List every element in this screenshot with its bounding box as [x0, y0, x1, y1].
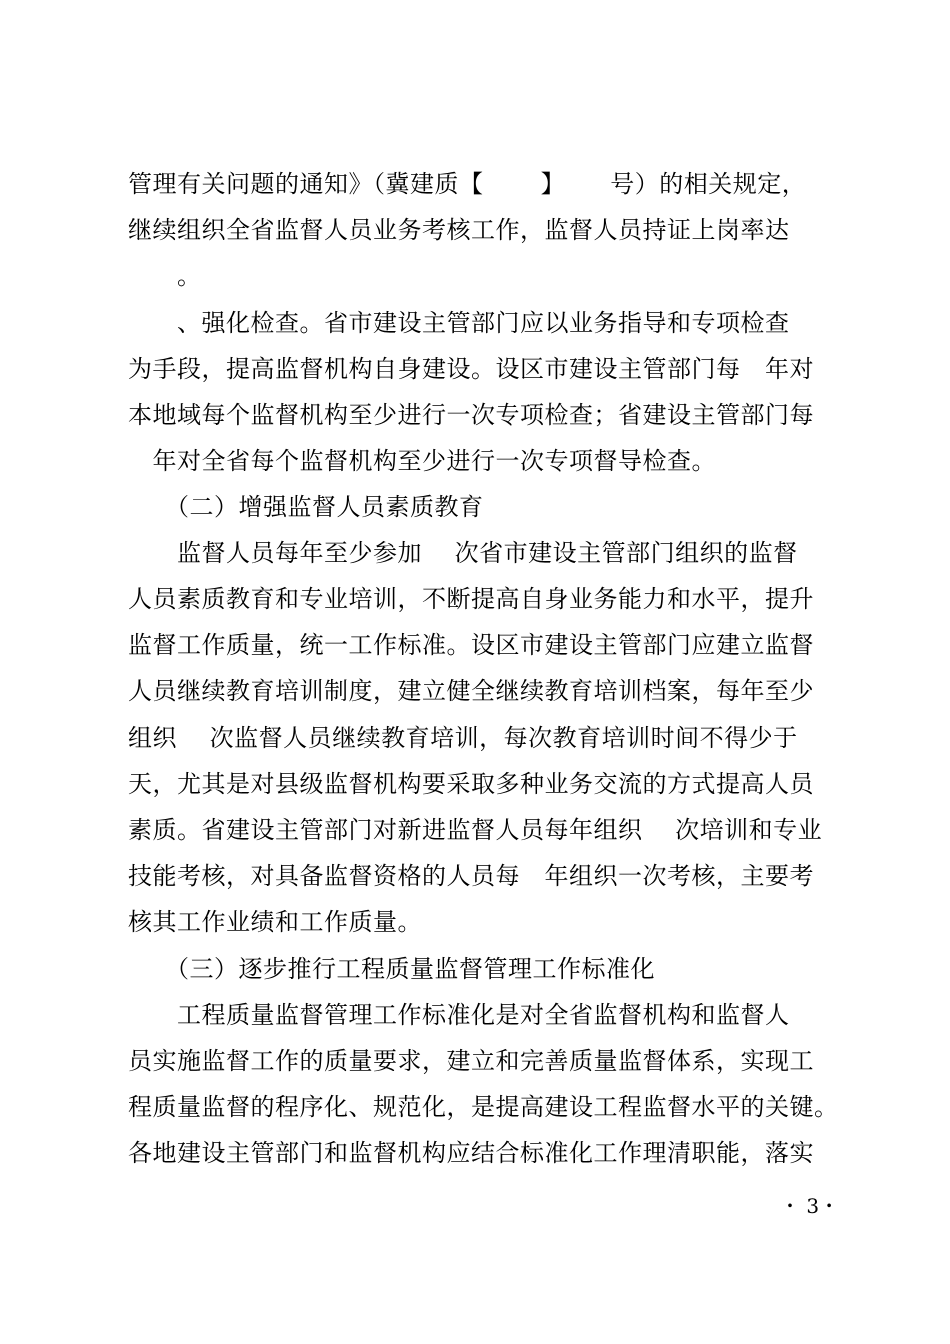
text-line: 素质。省建设主管部门对新进监督人员每年组织 次培训和专业 — [128, 816, 823, 844]
text-line: 、强化检查。省市建设主管部门应以业务指导和专项检查 — [128, 309, 790, 337]
text-line: 人员继续教育培训制度，建立健全继续教育培训档案，每年至少 — [128, 677, 814, 705]
text-line: 监督人员每年至少参加 次省市建设主管部门组织的监督 — [128, 539, 798, 567]
text-line: 组织 次监督人员继续教育培训，每次教育培训时间不得少于 — [128, 724, 798, 752]
section-heading: （三）逐步推行工程质量监督管理工作标准化 — [128, 955, 655, 983]
text-line: 程质量监督的程序化、规范化，是提高建设工程监督水平的关键。 — [128, 1093, 839, 1121]
section-heading: （二）增强监督人员素质教育 — [128, 493, 484, 521]
text-line: 各地建设主管部门和监督机构应结合标准化工作理清职能，落实 — [128, 1139, 814, 1167]
text-line: 天，尤其是对县级监督机构要采取多种业务交流的方式提高人员 — [128, 770, 814, 798]
text-line: 工程质量监督管理工作标准化是对全省监督机构和监督人 — [128, 1001, 790, 1029]
text-line: 技能考核，对具备监督资格的人员每 年组织一次考核，主要考 — [128, 862, 814, 890]
page-number: ・ 3・ — [780, 1194, 840, 1218]
text-line: 人员素质教育和专业培训，不断提高自身业务能力和水平，提升 — [128, 585, 814, 613]
text-line: 继续组织全省监督人员业务考核工作，监督人员持证上岗率达 — [128, 216, 790, 244]
text-line: 监督工作质量，统一工作标准。设区市建设主管部门应建立监督 — [128, 631, 814, 659]
text-line: 。 — [128, 262, 202, 290]
text-line: 为手段，提高监督机构自身建设。设区市建设主管部门每 年对 — [128, 355, 814, 383]
text-line: 员实施监督工作的质量要求，建立和完善质量监督体系，实现工 — [128, 1047, 814, 1075]
text-line: 年对全省每个监督机构至少进行一次专项督导检查。 — [128, 447, 716, 475]
text-line: 本地域每个监督机构至少进行一次专项检查；省建设主管部门每 — [128, 401, 814, 429]
text-line: 核其工作业绩和工作质量。 — [128, 908, 422, 936]
text-line: 管理有关问题的通知》（冀建质【 】 号）的相关规定， — [128, 170, 807, 198]
